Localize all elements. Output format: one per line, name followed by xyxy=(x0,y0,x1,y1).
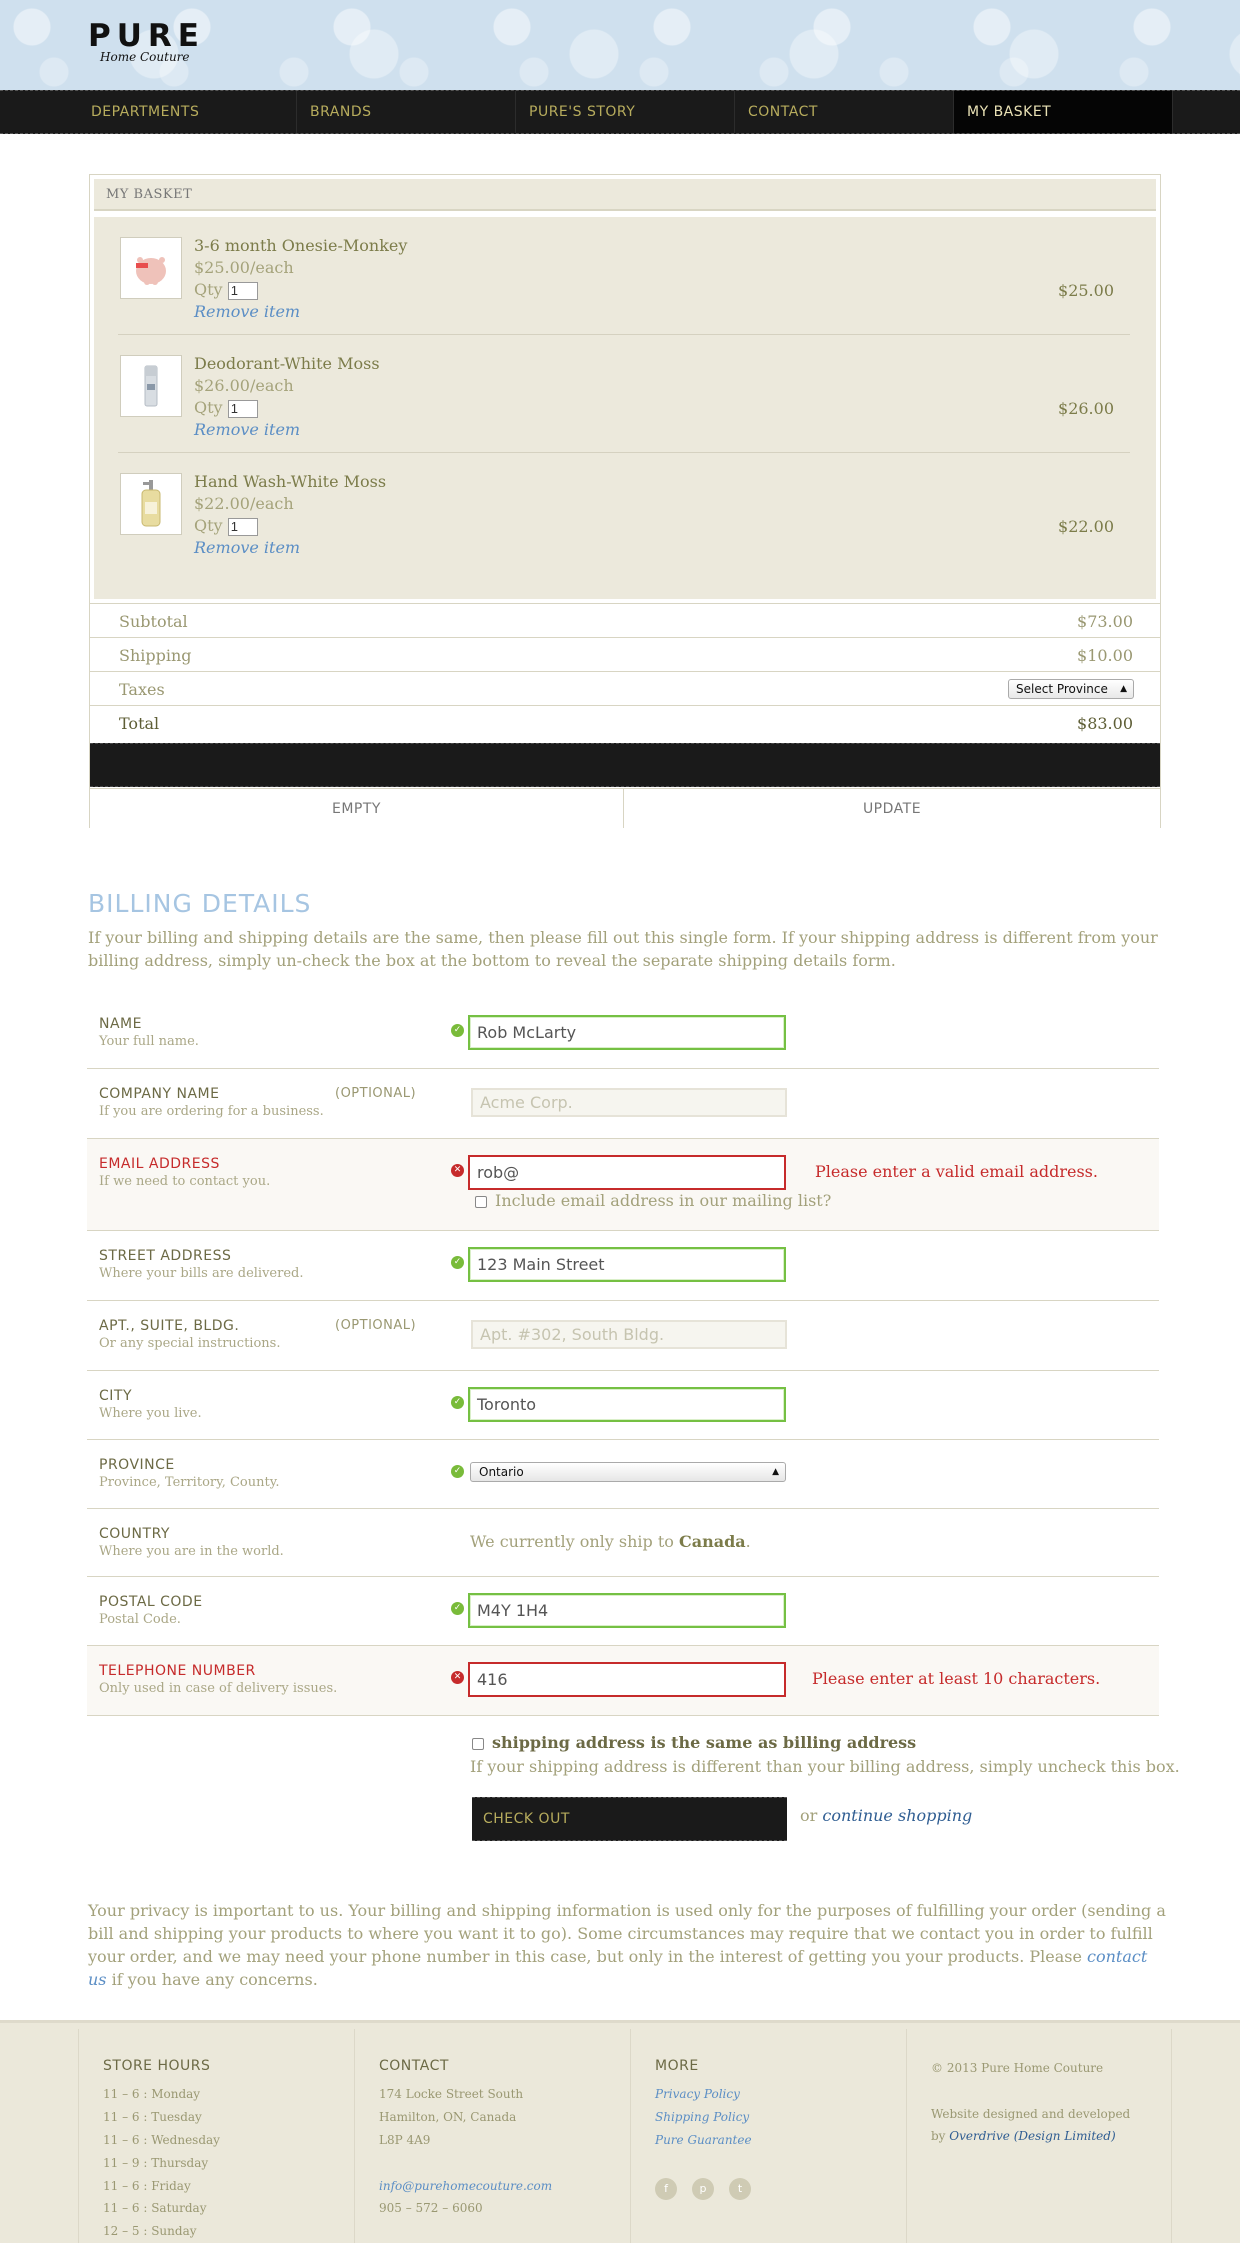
phone-input[interactable]: 416 xyxy=(468,1662,786,1697)
basket-items xyxy=(94,217,1156,599)
basket-item-info xyxy=(194,471,386,559)
qty-label: Qty xyxy=(194,398,223,417)
contact-title: CONTACT xyxy=(379,2058,449,2074)
address-line: L8P 4A9 xyxy=(379,2133,431,2147)
qty-label: Qty xyxy=(194,516,223,535)
phone-help: Only used in case of delivery issues. xyxy=(99,1681,338,1696)
city-help: Where you live. xyxy=(99,1406,202,1421)
shipping-policy-link[interactable]: Shipping Policy xyxy=(655,2110,750,2124)
subtotal-label: Subtotal xyxy=(119,612,188,631)
contact-us-link[interactable]: contact us xyxy=(88,1947,1148,1989)
country-row xyxy=(87,1509,1159,1577)
same-address-checkbox[interactable] xyxy=(472,1738,484,1750)
total-row xyxy=(90,705,1160,739)
name-row xyxy=(87,999,1159,1069)
city-label: CITY xyxy=(99,1388,133,1404)
privacy-text-end: if you have any concerns. xyxy=(106,1970,318,1989)
item-qty xyxy=(194,515,386,537)
hand-wash-thumbnail[interactable] xyxy=(120,473,182,535)
subtotal-row xyxy=(90,603,1160,637)
privacy-policy-link[interactable]: Privacy Policy xyxy=(655,2087,740,2101)
update-basket-button[interactable]: UPDATE xyxy=(624,788,1160,828)
basket-item-info xyxy=(194,353,380,441)
basket-item-info xyxy=(194,235,407,323)
billing-intro: If your billing and shipping details are the same, then please fill out this single form. If your shipping address is different from your billing address, simply un-check the box at the bottom to reveal the separate shipping details form. xyxy=(88,928,1158,970)
apt-input[interactable]: Apt. #302, South Bldg. xyxy=(471,1320,787,1349)
credit-line: Website designed and developed xyxy=(931,2107,1131,2121)
item-name: Hand Wash-White Moss xyxy=(194,472,387,491)
checkout-button[interactable]: CHECK OUT xyxy=(472,1797,787,1841)
valid-check-icon: ✓ xyxy=(451,1396,464,1409)
basket-divider-bar xyxy=(90,743,1160,787)
country-note-suffix: . xyxy=(745,1532,751,1551)
continue-shopping-text xyxy=(800,1806,972,1825)
site-header xyxy=(0,0,1240,90)
hours-line: 11 – 6 : Tuesday xyxy=(103,2110,202,2124)
item-total: $25.00 xyxy=(1058,281,1114,300)
shipping-row xyxy=(90,637,1160,671)
taxes-label: Taxes xyxy=(119,680,165,699)
province-select[interactable] xyxy=(470,1462,786,1482)
qty-label: Qty xyxy=(194,280,223,299)
province-row xyxy=(87,1440,1159,1509)
qty-input[interactable] xyxy=(228,282,258,300)
postal-help: Postal Code. xyxy=(99,1612,181,1627)
empty-basket-button[interactable]: EMPTY xyxy=(90,788,624,828)
country-note-prefix: We currently only ship to xyxy=(470,1532,674,1551)
email-help: If we need to contact you. xyxy=(99,1174,271,1189)
remove-item-link[interactable]: Remove item xyxy=(194,538,301,557)
logo-wordmark: PURE xyxy=(88,18,205,54)
mailing-list-option xyxy=(475,1191,831,1210)
optional-tag: (OPTIONAL) xyxy=(335,1318,417,1333)
continue-shopping-link[interactable]: continue shopping xyxy=(822,1806,973,1825)
street-label: STREET ADDRESS xyxy=(99,1248,232,1264)
site-logo[interactable] xyxy=(88,20,205,64)
taxes-row xyxy=(90,671,1160,705)
street-help: Where your bills are delivered. xyxy=(99,1266,304,1281)
hours-line: 11 – 6 : Saturday xyxy=(103,2201,207,2215)
more-title: MORE xyxy=(655,2058,699,2074)
shipping-label: Shipping xyxy=(119,646,192,665)
nav-contact[interactable]: CONTACT xyxy=(735,91,954,133)
remove-item-link[interactable]: Remove item xyxy=(194,420,301,439)
item-unit-price: $22.00/each xyxy=(194,494,294,513)
hours-line: 11 – 9 : Thursday xyxy=(103,2156,209,2170)
designer-link[interactable]: Overdrive (Design Limited) xyxy=(949,2129,1116,2143)
mailing-list-checkbox[interactable] xyxy=(475,1196,487,1208)
remove-item-link[interactable]: Remove item xyxy=(194,302,301,321)
postal-label: POSTAL CODE xyxy=(99,1594,203,1610)
phone-label: TELEPHONE NUMBER xyxy=(99,1663,256,1679)
main-nav xyxy=(0,90,1240,134)
postal-row xyxy=(87,1577,1159,1646)
nav-pures-story[interactable]: PURE'S STORY xyxy=(516,91,735,133)
qty-input[interactable] xyxy=(228,400,258,418)
nav-brands[interactable]: BRANDS xyxy=(297,91,516,133)
hours-line: 11 – 6 : Friday xyxy=(103,2179,191,2193)
valid-check-icon: ✓ xyxy=(451,1256,464,1269)
twitter-icon[interactable]: t xyxy=(729,2178,751,2200)
billing-title: BILLING DETAILS xyxy=(88,889,312,918)
more-column xyxy=(630,2029,906,2243)
site-footer xyxy=(0,2020,1240,2243)
email-input[interactable]: rob@ xyxy=(468,1155,786,1190)
postal-input[interactable]: M4Y 1H4 xyxy=(468,1593,786,1628)
hours-line: 12 – 5 : Sunday xyxy=(103,2224,197,2238)
name-label: NAME xyxy=(99,1016,142,1032)
city-input[interactable]: Toronto xyxy=(468,1387,786,1422)
copyright: © 2013 Pure Home Couture xyxy=(931,2061,1104,2075)
store-hours-column xyxy=(78,2029,354,2243)
company-label: COMPANY NAME xyxy=(99,1086,220,1102)
valid-check-icon: ✓ xyxy=(451,1602,464,1615)
email-row xyxy=(87,1139,1159,1231)
name-input[interactable]: Rob McLarty xyxy=(468,1015,786,1050)
item-unit-price: $25.00/each xyxy=(194,258,294,277)
item-name: Deodorant-White Moss xyxy=(194,354,380,373)
credit-by: by xyxy=(931,2129,946,2143)
province-help: Province, Territory, County. xyxy=(99,1475,280,1490)
logo-tagline: Home Couture xyxy=(100,50,190,64)
country-note xyxy=(470,1532,751,1551)
same-address-help: If your shipping address is different than your billing address, simply uncheck this box. xyxy=(470,1757,1180,1776)
error-x-icon: ✕ xyxy=(451,1671,464,1684)
shipping-value: $10.00 xyxy=(1077,646,1133,665)
apt-label: APT., SUITE, BLDG. xyxy=(99,1318,240,1334)
select-arrows-icon: ▲ xyxy=(1120,684,1127,694)
item-qty xyxy=(194,397,380,419)
apt-help: Or any special instructions. xyxy=(99,1336,281,1351)
company-help: If you are ordering for a business. xyxy=(99,1104,324,1119)
city-row xyxy=(87,1371,1159,1440)
street-row xyxy=(87,1231,1159,1301)
nav-departments[interactable]: DEPARTMENTS xyxy=(78,91,297,133)
apt-row xyxy=(87,1301,1159,1371)
basket-panel xyxy=(89,174,1161,828)
hours-line: 11 – 6 : Monday xyxy=(103,2087,201,2101)
item-total: $22.00 xyxy=(1058,517,1114,536)
tax-province-select[interactable] xyxy=(1008,679,1134,699)
deodorant-thumbnail[interactable] xyxy=(120,355,182,417)
total-label: Total xyxy=(119,714,160,733)
mailing-list-label: Include email address in our mailing list? xyxy=(495,1191,832,1210)
country-label: COUNTRY xyxy=(99,1526,170,1542)
total-value: $83.00 xyxy=(1077,714,1133,733)
error-x-icon: ✕ xyxy=(451,1164,464,1177)
onesie-thumbnail[interactable] xyxy=(120,237,182,299)
item-name: 3-6 month Onesie-Monkey xyxy=(194,236,408,255)
nav-my-basket[interactable]: MY BASKET xyxy=(954,91,1173,133)
country-name: Canada xyxy=(679,1532,746,1551)
hours-line: 11 – 6 : Wednesday xyxy=(103,2133,220,2147)
credit-by-line xyxy=(931,2129,1116,2143)
basket-title: MY BASKET xyxy=(94,179,1156,211)
province-select-value: Ontario xyxy=(479,1465,524,1479)
or-text: or xyxy=(800,1806,818,1825)
email-label: EMAIL ADDRESS xyxy=(99,1156,220,1172)
phone-error: Please enter at least 10 characters. xyxy=(812,1669,1101,1688)
qty-input[interactable] xyxy=(228,518,258,536)
address-line: 174 Locke Street South xyxy=(379,2087,524,2101)
street-input[interactable]: 123 Main Street xyxy=(468,1247,786,1282)
pure-guarantee-link[interactable]: Pure Guarantee xyxy=(655,2133,752,2147)
valid-check-icon: ✓ xyxy=(451,1465,464,1478)
contact-phone: 905 – 572 – 6060 xyxy=(379,2201,483,2215)
email-error: Please enter a valid email address. xyxy=(815,1162,1098,1181)
country-help: Where you are in the world. xyxy=(99,1544,284,1559)
privacy-notice xyxy=(88,1899,1168,1991)
store-hours-title: STORE HOURS xyxy=(103,2058,211,2074)
optional-tag: (OPTIONAL) xyxy=(335,1086,417,1101)
province-label: PROVINCE xyxy=(99,1457,175,1473)
name-help: Your full name. xyxy=(99,1034,199,1049)
basket-item xyxy=(118,335,1130,453)
same-address-option xyxy=(472,1733,916,1752)
item-qty xyxy=(194,279,407,301)
pinterest-icon[interactable]: p xyxy=(692,2178,714,2200)
contact-column xyxy=(354,2029,630,2243)
phone-row xyxy=(87,1646,1159,1716)
company-row xyxy=(87,1069,1159,1139)
privacy-text: Your privacy is important to us. Your billing and shipping information is used only for the purposes of fulfilling your order (sending a bill and shipping your products to where you want it to go). Some circumstances may require that we contact you in order to fulfill your order, and we may need your phone number in this case, but only in the interest of getting you your products. Please xyxy=(88,1901,1166,1966)
basket-item xyxy=(118,453,1130,571)
credits-column xyxy=(906,2029,1172,2243)
select-arrows-icon: ▲ xyxy=(772,1467,779,1477)
item-unit-price: $26.00/each xyxy=(194,376,294,395)
tax-province-select-value: Select Province xyxy=(1016,682,1108,696)
same-address-label: shipping address is the same as billing address xyxy=(492,1733,917,1752)
valid-check-icon: ✓ xyxy=(451,1024,464,1037)
address-line: Hamilton, ON, Canada xyxy=(379,2110,517,2124)
subtotal-value: $73.00 xyxy=(1077,612,1133,631)
contact-email-link[interactable]: info@purehomecouture.com xyxy=(379,2179,553,2193)
facebook-icon[interactable]: f xyxy=(655,2178,677,2200)
item-total: $26.00 xyxy=(1058,399,1114,418)
basket-item xyxy=(118,217,1130,335)
company-input[interactable]: Acme Corp. xyxy=(471,1088,787,1117)
